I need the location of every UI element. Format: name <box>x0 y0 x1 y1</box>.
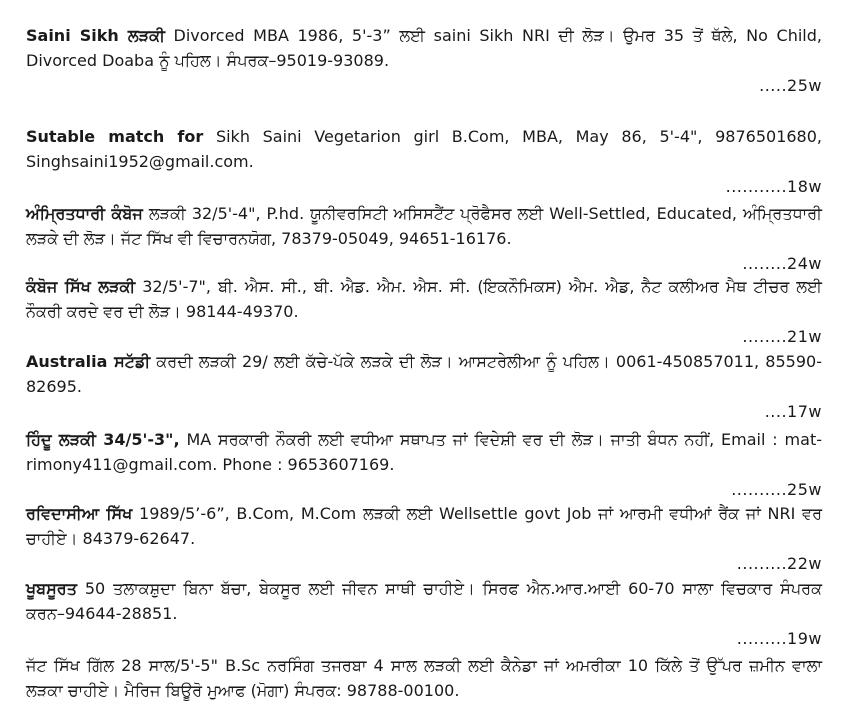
ad-headline: Sutable match for <box>26 127 204 146</box>
classified-ad <box>26 349 822 424</box>
ad-text: Divorced MBA 1986, 5'-3” ਲਈ saini Sikh NRI ਦੀ ਲੋੜ। ਉਮਰ 35 ਤੋਂ ਥੱਲੇ, No Child, Divorced Doaba ਨੂੰ ਪਹਿਲ। ਸੰਪਰਕ–95019-93089. <box>26 26 822 70</box>
classified-ad <box>26 501 822 576</box>
ad-text: 50 ਤਲਾਕਸ਼ੁਦਾ ਬਿਨਾ ਬੱਚਾ, ਬੇਕਸੂਰ ਲਈ ਜੀਵਨ ਸਾਥੀ ਚਾਹੀਏ। ਸਿਰਫ ਐਨ.ਆਰ.ਆਈ 60-70 ਸਾਲਾ ਵਿਚਕਾਰ ਸੰਪਰਕ ਕਰਨ–94644-28851. <box>26 579 822 623</box>
ad-text: ਜੱਟ ਸਿੱਖ ਗਿੱਲ 28 ਸਾਲ/5'-5" B.Sc ਨਰਸਿੰਗ ਤਜਰਬਾ 4 ਸਾਲ ਲੜਕੀ ਲਈ ਕੈਨੇਡਾ ਜਾਂ ਅਮਰੀਕਾ 10 ਕਿੱਲੇ ਤੋਂ ਉੱਪਰ ਜ਼ਮੀਨ ਵਾਲਾ ਲੜਕਾ ਚਾਹੀਏ। ਮੈਰਿਜ ਬਿਊਰੋ ਮੁਆਫ (ਮੋਗਾ) ਸੰਪਰਕ: 98788-00100. <box>26 656 822 700</box>
ad-code: ........24w <box>742 254 822 273</box>
ad-headline: Australia ਸਟੱਡੀ <box>26 352 151 371</box>
ad-headline: Saini Sikh ਲੜਕੀ <box>26 26 165 45</box>
ad-headline: ਕੰਬੋਜ ਸਿੱਖ ਲੜਕੀ <box>26 277 136 296</box>
ad-headline: ਹਿੰਦੂ ਲੜਕੀ 34/5'-3", <box>26 430 180 449</box>
ad-code: ...........18w <box>725 177 822 196</box>
ad-text: ਕਰਦੀ ਲੜਕੀ 29/ ਲਈ ਕੱਚੇ-ਪੱਕੇ ਲੜਕੇ ਦੀ ਲੋੜ। ਆਸਟਰੇਲੀਆ ਨੂੰ ਪਹਿਲ। 0061-450857011, 85590-82695. <box>26 352 822 396</box>
ad-text: MA ਸਰਕਾਰੀ ਨੌਕਰੀ ਲਈ ਵਧੀਆ ਸਥਾਪਤ ਜਾਂ ਵਿਦੇਸ਼ੀ ਵਰ ਦੀ ਲੋੜ। ਜਾਤੀ ਬੰਧਨ ਨਹੀਂ, Email : mat-rimony411@gmail.com. Phone : 9653607169. <box>26 430 822 474</box>
ad-text: 32/5'-7", ਬੀ. ਐਸ. ਸੀ., ਬੀ. ਐਡ. ਐਮ. ਐਸ. ਸੀ. (ਇਕਨੌਮਿਕਸ) ਐਮ. ਐਡ, ਨੈਟ ਕਲੀਅਰ ਮੈਥ ਟੀਚਰ ਲਈ ਨੌਕਰੀ ਕਰਦੇ ਵਰ ਦੀ ਲੋੜ। 98144-49370. <box>26 277 822 321</box>
classified-ad <box>26 23 822 98</box>
classified-ad <box>26 274 822 349</box>
classified-ad <box>26 124 822 199</box>
ad-code: ....17w <box>764 402 822 421</box>
classified-ad <box>26 576 822 651</box>
ad-headline: ਰਵਿਦਾਸੀਆ ਸਿੱਖ <box>26 504 133 523</box>
ad-headline: ਅੰਮ੍ਰਿਤਧਾਰੀ ਕੰਬੋਜ <box>26 204 143 223</box>
ad-code: .....25w <box>759 76 822 95</box>
ad-code: .........22w <box>736 554 822 573</box>
ad-code: .........19w <box>736 629 822 648</box>
classified-ad <box>26 653 822 703</box>
ad-code: ..........25w <box>731 480 822 499</box>
classified-ad <box>26 427 822 502</box>
classified-ad <box>26 201 822 276</box>
ad-text: Sikh Saini Vegetarion girl B.Com, MBA, May 86, 5'-4", 9876501680, Singhsaini1952@gmail.com. <box>26 127 822 171</box>
ad-headline: ਖੂਬਸੂਰਤ <box>26 579 77 598</box>
ad-code: ........21w <box>742 327 822 346</box>
ad-text: ਲੜਕੀ 32/5'-4", P.hd. ਯੂਨੀਵਰਸਿਟੀ ਅਸਿਸਟੈਂਟ ਪ੍ਰੋਫੈਸਰ ਲਈ Well-Settled, Educated, ਅੰਮ੍ਰਿਤਧਾਰੀ ਲੜਕੇ ਦੀ ਲੋੜ। ਜੱਟ ਸਿੱਖ ਵੀ ਵਿਚਾਰਨਯੋਗ, 78379-05049, 94651-16176. <box>26 204 822 248</box>
ad-text: 1989/5’-6”, B.Com, M.Com ਲੜਕੀ ਲਈ Wellsettle govt Job ਜਾਂ ਆਰਮੀ ਵਧੀਆਂ ਰੈਂਕ ਜਾਂ NRI ਵਰ ਚਾਹੀਏ। 84379-62647. <box>26 504 822 548</box>
